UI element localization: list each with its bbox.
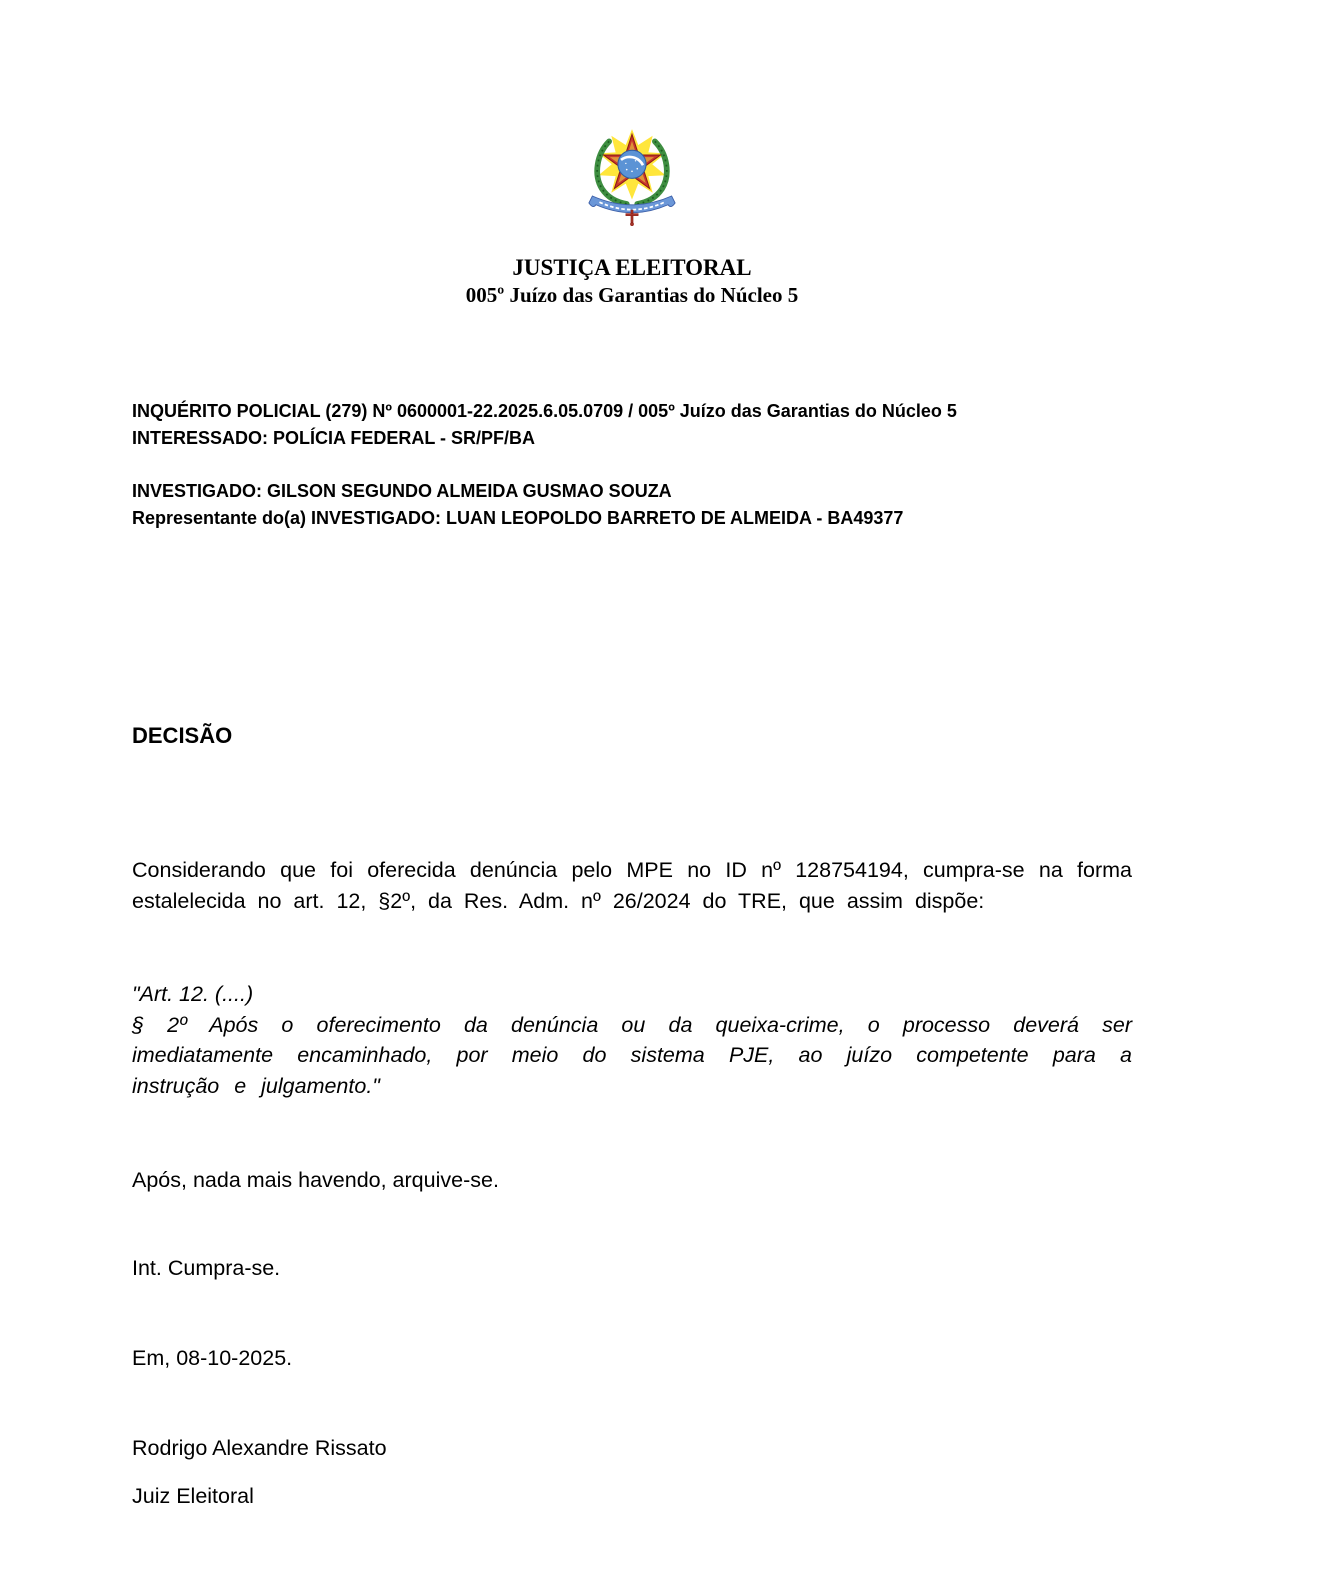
quote-paragraph: § 2º Após o oferecimento da denúncia ou da queixa-crime, o processo deverá ser imediatamente encaminhado, por meio do sistema PJE, ao juízo competente para a instrução e julgamento." bbox=[132, 1012, 1132, 1098]
celestial-globe bbox=[618, 150, 646, 178]
signer-title: Juiz Eleitoral bbox=[132, 1484, 254, 1508]
decision-heading: DECISÃO bbox=[132, 723, 233, 748]
quote-article-line: "Art. 12. (....) bbox=[132, 982, 254, 1006]
notify-order-line: Int. Cumpra-se. bbox=[132, 1256, 281, 1280]
court-title: JUSTIÇA ELEITORAL bbox=[512, 255, 752, 280]
case-investigated-line: INVESTIGADO: GILSON SEGUNDO ALMEIDA GUSMAO SOUZA bbox=[132, 481, 672, 501]
case-info-block bbox=[132, 398, 1212, 532]
date-line: Em, 08-10-2025. bbox=[132, 1346, 293, 1370]
archive-order-line: Após, nada mais havendo, arquive-se. bbox=[132, 1168, 499, 1192]
quoted-article-block bbox=[132, 979, 1132, 1101]
case-process-line: INQUÉRITO POLICIAL (279) Nº 0600001-22.2025.6.05.0709 / 005º Juízo das Garantias do Núcleo 5 bbox=[132, 401, 957, 421]
case-interested-line: INTERESSADO: POLÍCIA FEDERAL - SR/PF/BA bbox=[132, 428, 536, 448]
court-subtitle: 005º Juízo das Garantias do Núcleo 5 bbox=[465, 283, 799, 307]
case-representative-line: Representante do(a) INVESTIGADO: LUAN LEOPOLDO BARRETO DE ALMEIDA - BA49377 bbox=[132, 508, 904, 528]
signer-name: Rodrigo Alexandre Rissato bbox=[132, 1436, 387, 1460]
brazil-coat-of-arms-svg bbox=[588, 128, 676, 227]
decision-intro-paragraph: Considerando que foi oferecida denúncia pelo MPE no ID nº 128754194, cumpra-se na forma estalelecida no art. 12, §2º, da Res. Adm. nº 26/2024 do TRE, que assim dispõe: bbox=[132, 858, 1132, 913]
brazil-coat-of-arms-icon bbox=[588, 128, 676, 227]
